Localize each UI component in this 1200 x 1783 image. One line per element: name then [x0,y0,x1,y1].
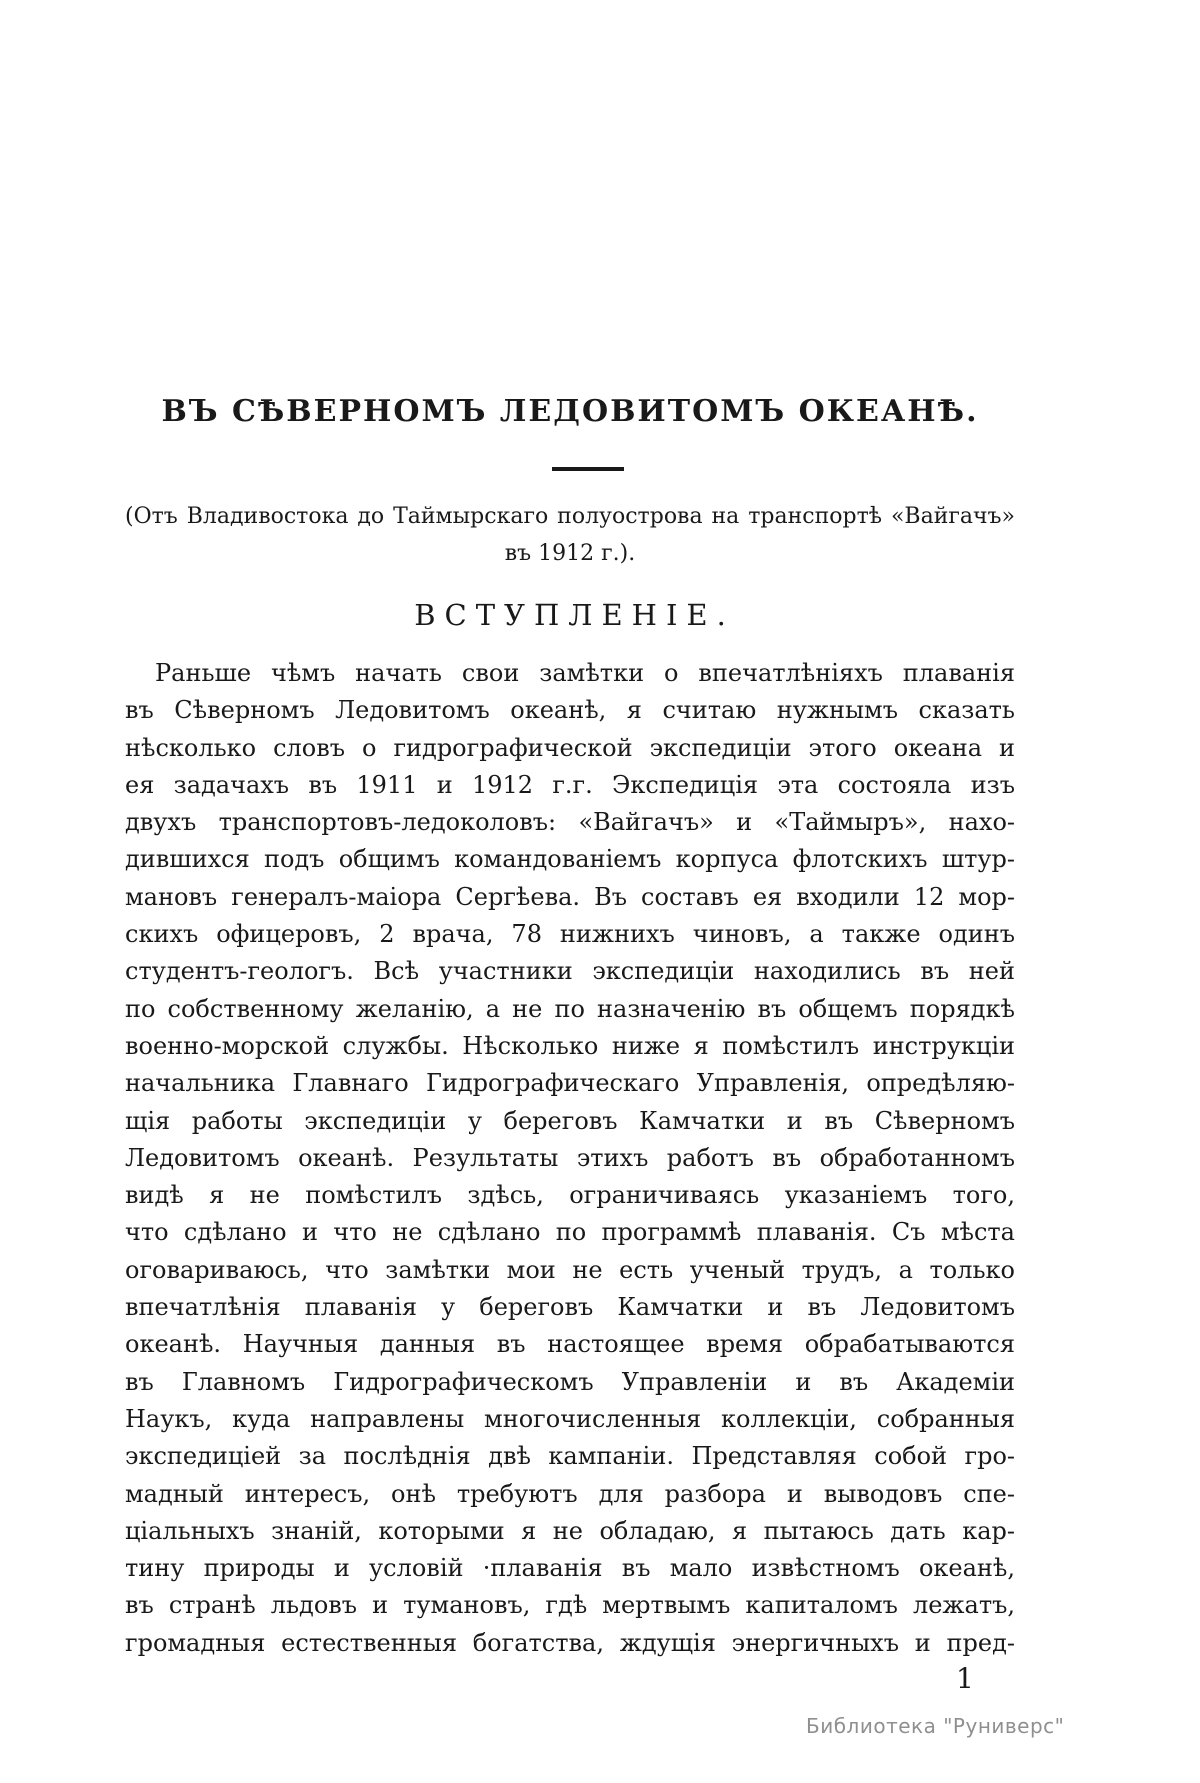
body-line: ціальныхъ знаній, которыми я не обладаю, я пытаюсь дать кар- [125,1516,1015,1545]
body-line: видѣ я не помѣстилъ здѣсь, ограничиваясь указаніемъ того, [125,1181,1015,1210]
body-line: ея задачахъ въ 1911 и 1912 г.г. Экспедиція эта состояла изъ [125,770,1015,799]
body-line: въ Главномъ Гидрографическомъ Управленіи и въ Академіи [125,1367,1015,1396]
body-line: въ Сѣверномъ Ледовитомъ океанѣ, я считаю нужнымъ сказать [125,696,1015,725]
body-line: студентъ-геологъ. Всѣ участники экспедиціи находились въ ней [125,957,1015,986]
section-heading: ВСТУПЛЕНІЕ. [414,598,735,632]
body-line: мановъ генералъ-маіора Сергѣева. Въ составъ ея входили 12 мор- [125,882,1015,911]
body-line: щія работы экспедиціи у береговъ Камчатки и въ Сѣверномъ [125,1106,1015,1135]
body-line: океанѣ. Научныя данныя въ настоящее время обрабатываются [125,1330,1015,1359]
title-divider-rule [552,467,624,471]
body-line: двухъ транспортовъ-ледоколовъ: «Вайгачъ» и «Таймыръ», нахо- [125,808,1015,837]
subtitle-line: въ 1912 г.). [504,541,636,566]
body-line: военно-морской службы. Нѣсколько ниже я помѣстилъ инструкціи [125,1031,1015,1060]
body-line: что сдѣлано и что не сдѣлано по программѣ плаванія. Съ мѣста [125,1218,1015,1247]
body-line: дившихся подъ общимъ командованіемъ корпуса флотскихъ штур- [125,845,1015,874]
body-line: Наукъ, куда направлены многочисленныя коллекціи, собранныя [125,1404,1015,1433]
library-watermark: Библиотека "Руниверс" [806,1714,1065,1738]
body-line: тину природы и условій ·плаванія въ мало извѣстномъ океанѣ, [125,1554,1015,1583]
body-line: въ странѣ льдовъ и тумановъ, гдѣ мертвымъ капиталомъ лежатъ, [125,1591,1015,1620]
body-line: Ледовитомъ океанѣ. Результаты этихъ работъ въ обработанномъ [125,1143,1015,1172]
page-number: 1 [956,1662,974,1695]
body-line: оговариваюсь, что замѣтки мои не есть ученый трудъ, а только [125,1255,1015,1284]
body-line: Раньше чѣмъ начать свои замѣтки о впечатлѣніяхъ плаванія [155,659,1015,687]
body-line: мадный интересъ, онѣ требуютъ для разбора и выводовъ спе- [125,1479,1015,1508]
subtitle-line: (Отъ Владивостока до Таймырскаго полуострова на транспортѣ «Вайгачъ» [125,504,1015,529]
body-paragraph [125,655,1015,1662]
subtitle [125,498,1015,572]
body-line: впечатлѣнія плаванія у береговъ Камчатки и въ Ледовитомъ [125,1293,1015,1322]
body-line: экспедиціей за послѣднія двѣ кампаніи. Представляя собой гро- [125,1442,1015,1471]
body-line: скихъ офицеровъ, 2 врача, 78 нижнихъ чиновъ, а также одинъ [125,920,1015,949]
page-title: ВЪ СѢВЕРНОМЪ ЛЕДОВИТОМЪ ОКЕАНѢ. [161,394,979,429]
body-line: по собственному желанію, а не по назначенію въ общемъ порядкѣ [125,994,1015,1023]
body-line: начальника Главнаго Гидрографическаго Управленія, опредѣляю- [125,1069,1015,1098]
body-line: нѣсколько словъ о гидрографической экспедиціи этого океана и [125,733,1015,762]
body-line: громадныя естественныя богатства, ждущія энергичныхъ и пред- [125,1628,1015,1657]
